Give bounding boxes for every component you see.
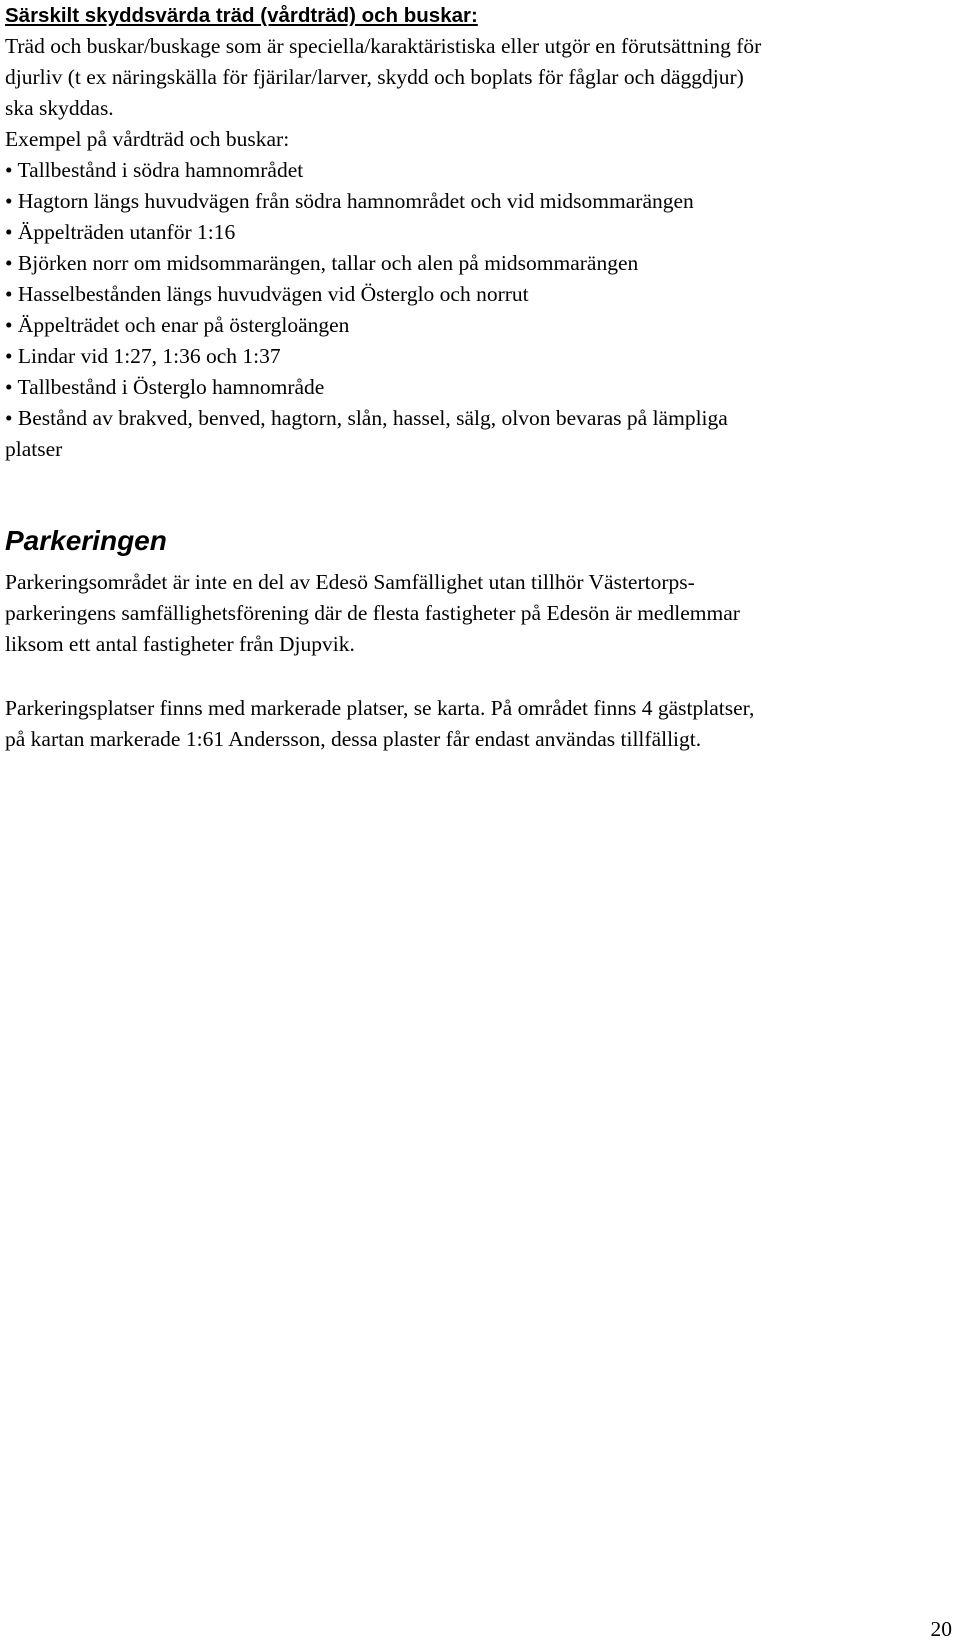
list-item-text: Äppelträdet och enar på östergloängen [17, 313, 350, 337]
bullet-icon: • [5, 375, 13, 399]
list-item [5, 186, 950, 217]
list-item [5, 217, 950, 248]
bullet-icon: • [5, 251, 13, 275]
list-item-text: Hasselbestånden längs huvudvägen vid Österglo och norrut [17, 282, 529, 306]
list-item-text: Tallbestånd i södra hamnområdet [17, 158, 304, 182]
paragraph-line: på kartan markerade 1:61 Andersson, dessa plaster får endast användas tillfälligt. [5, 727, 702, 751]
paragraph-line: Parkeringsområdet är inte en del av Edesö Samfällighet utan tillhör Västertorps- [5, 570, 695, 594]
parking-paragraph [5, 567, 950, 660]
list-item [5, 403, 950, 465]
bullet-icon: • [5, 189, 13, 213]
list-item-text: Björken norr om midsommarängen, tallar och alen på midsommarängen [17, 251, 639, 275]
bullet-icon: • [5, 282, 13, 306]
parking-spaces-paragraph [5, 693, 950, 755]
bullet-icon: • [5, 158, 13, 182]
parking-heading: Parkeringen [5, 525, 167, 556]
intro-line: ska skyddas. [5, 96, 114, 120]
paragraph-line: parkeringens samfällighetsförening där de flesta fastigheter på Edesön är medlemmar [5, 601, 740, 625]
bullet-icon: • [5, 406, 13, 430]
list-item-text: Bestånd av brakved, benved, hagtorn, slån, hassel, sälg, olvon bevaras på lämpliga [17, 406, 728, 430]
list-item-text: Tallbestånd i Österglo hamnområde [17, 375, 325, 399]
bullet-icon: • [5, 313, 13, 337]
list-item [5, 372, 950, 403]
examples-list [5, 155, 950, 465]
list-item [5, 341, 950, 372]
page-number: 20 [930, 1617, 952, 1641]
list-item-text: Hagtorn längs huvudvägen från södra hamnområdet och vid midsommarängen [17, 189, 694, 213]
examples-label: Exempel på vårdträd och buskar: [5, 127, 290, 151]
intro-line: djurliv (t ex näringskälla för fjärilar/larver, skydd och boplats för fåglar och däggdjur) [5, 65, 744, 89]
list-item-text: Äppelträden utanför 1:16 [17, 220, 236, 244]
paragraph-line: liksom ett antal fastigheter från Djupvik. [5, 632, 355, 656]
paragraph-line: Parkeringsplatser finns med markerade platser, se karta. På området finns 4 gästplatser, [5, 696, 755, 720]
bullet-icon: • [5, 220, 13, 244]
list-item [5, 279, 950, 310]
list-item [5, 248, 950, 279]
list-item [5, 310, 950, 341]
bullet-icon: • [5, 344, 13, 368]
protected-trees-section [5, 0, 950, 465]
list-item-text: Lindar vid 1:27, 1:36 och 1:37 [17, 344, 281, 368]
intro-line: Träd och buskar/buskage som är speciella/karaktäristiska eller utgör en förutsättning för [5, 34, 762, 58]
intro-paragraph [5, 31, 950, 124]
section-heading: Särskilt skyddsvärda träd (vårdträd) och buskar: [5, 4, 478, 27]
list-item [5, 155, 950, 186]
list-item-continuation: platser [5, 437, 63, 461]
